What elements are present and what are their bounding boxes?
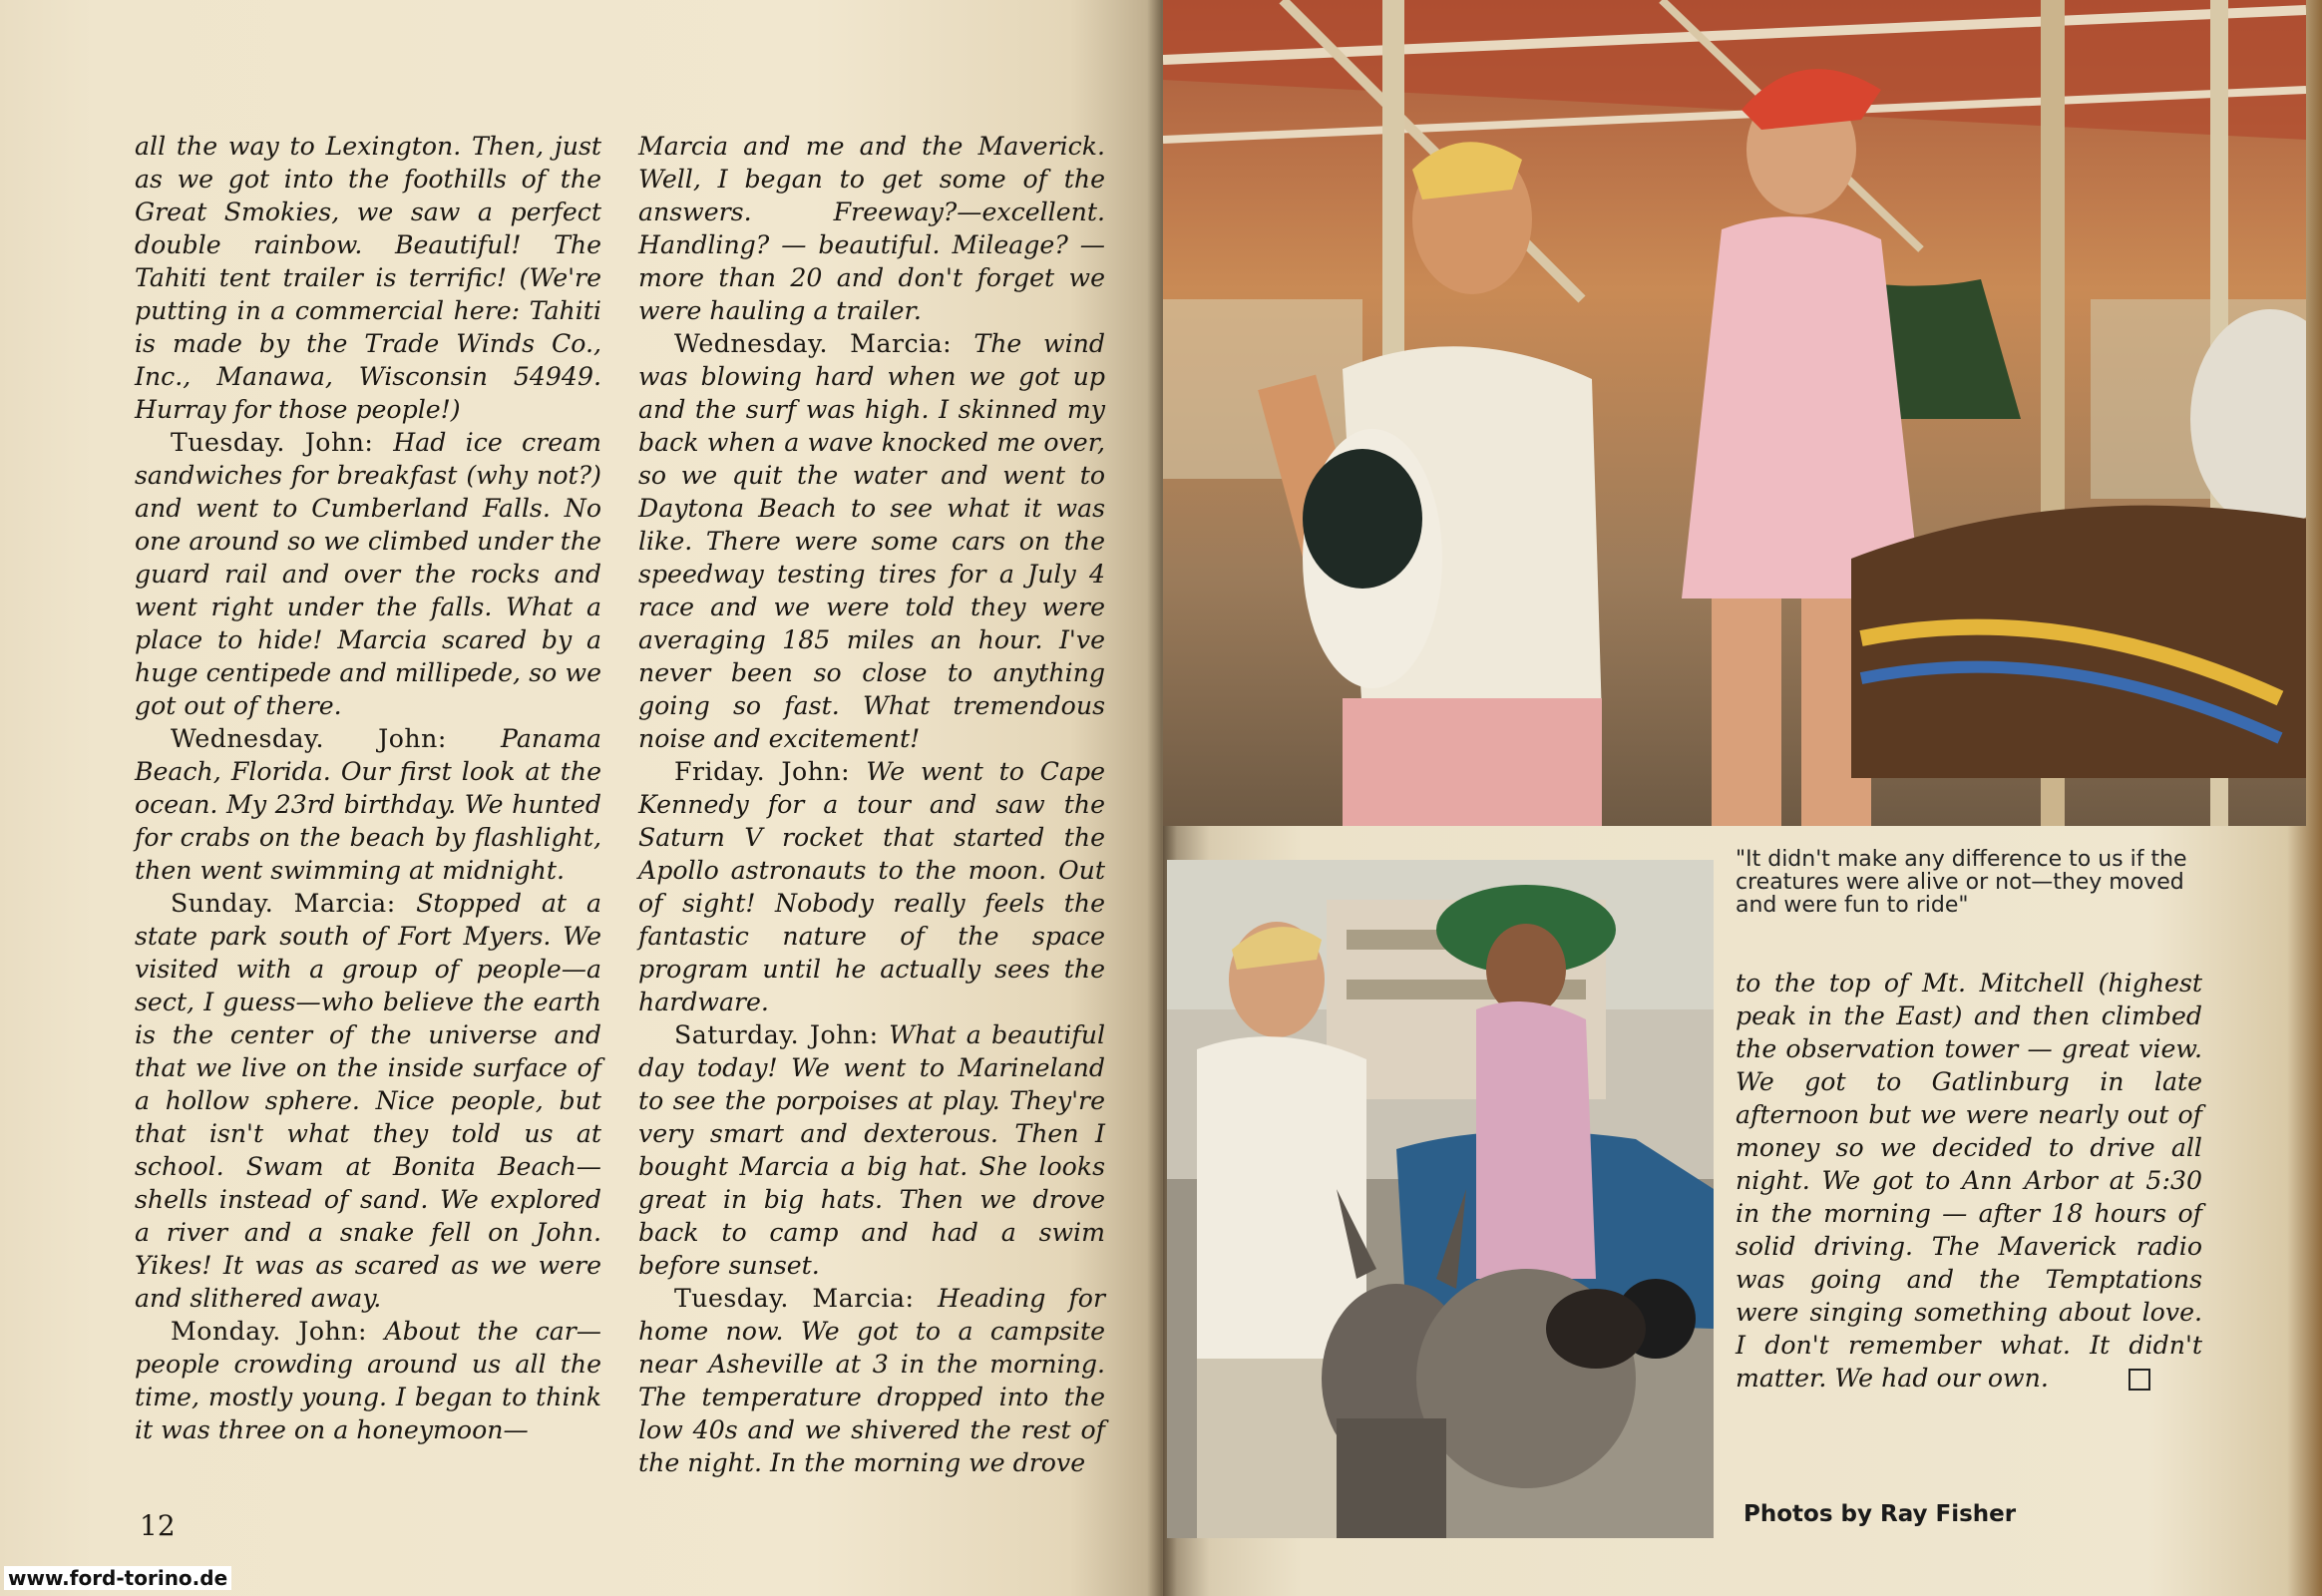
end-mark-icon xyxy=(2128,1369,2150,1391)
entry-lead: Wednesday. John: xyxy=(171,724,502,753)
entry-text: The wind was blowing hard when we got up and the surf was high. I skinned my back when a wave knocked me over, so we quit the water and went to Daytona Beach to see what it was like. There were some cars on the speedway testing tires for a July 4 race and we were told they were averaging 185 miles an hour. I've never been so close to anything going so fast. What tremendous noise and excitement! xyxy=(638,329,1105,753)
photo-credit: Photos by Ray Fisher xyxy=(1743,1501,2017,1527)
watermark: www.ford-torino.de xyxy=(4,1566,231,1590)
entry-lead: Monday. John: xyxy=(171,1317,385,1346)
paragraph xyxy=(638,327,1105,755)
entry-text: to the top of Mt. Mitchell (highest peak in the East) and then climbed the observation tower — great view. We got to Gatlinburg in late afternoon but we were nearly out of money so we decided to drive all night. We got to Ann Arbor at 5:30 in the morning — after 18 hours of solid driving. The Maverick radio was going and the Temptations were singing something about love. I don't remember what. It didn't matter. We had our own. xyxy=(1736,969,2202,1393)
entry-text: About the car—people crowding around us all the time, mostly young. I began to think it was three on a honeymoon— xyxy=(135,1317,601,1444)
text-column-1 xyxy=(135,130,601,1446)
paragraph xyxy=(638,1018,1105,1282)
entry-text: Heading for home now. We got to a campsite near Asheville at 3 in the morning. The temperature dropped into the low 40s and we shivered the rest of the night. In the morning we drove xyxy=(638,1284,1105,1477)
donkey-photo xyxy=(1167,860,1714,1538)
entry-lead: Sunday. Marcia: xyxy=(171,889,417,918)
entry-lead: Saturday. John: xyxy=(674,1020,890,1049)
entry-lead: Tuesday. Marcia: xyxy=(674,1284,938,1313)
paragraph xyxy=(638,755,1105,1018)
text-column-2 xyxy=(638,130,1105,1479)
paragraph: Marcia and me and the Maverick. Well, I began to get some of the answers. Freeway?—excellent. Handling? — beautiful. Mileage? — more than 20 and don't forget we were hauling a trailer. xyxy=(638,132,1105,325)
entry-lead: Tuesday. John: xyxy=(171,428,394,457)
page-number: 12 xyxy=(140,1509,176,1542)
paragraph xyxy=(135,887,601,1315)
entry-lead: Friday. John: xyxy=(674,757,867,786)
paragraph xyxy=(135,1315,601,1446)
paragraph xyxy=(135,426,601,722)
carousel-photo xyxy=(1163,0,2306,826)
paragraph xyxy=(135,722,601,887)
entry-text: What a beautiful day today! We went to Marineland to see the porpoises at play. They're very smart and dexterous. Then I bought Marcia a big hat. She looks great in big hats. Then we drove back to camp and had a swim before sunset. xyxy=(638,1020,1105,1280)
photo-caption: "It didn't make any difference to us if the creatures were alive or not—they moved and were fun to ride" xyxy=(1736,847,2187,918)
entry-text: Had ice cream sandwiches for breakfast (why not?) and went to Cumberland Falls. No one around so we climbed under the guard rail and over the rocks and went right under the falls. What a place to hide! Marcia scared by a huge centipede and millipede, so we got out of there. xyxy=(135,428,602,720)
paragraph: all the way to Lexington. Then, just as we got into the foothills of the Great Smokies, we saw a perfect double rainbow. Beautiful! The Tahiti tent trailer is terrific! (We're putting in a commercial here: Tahiti is made by the Trade Winds Co., Inc., Manawa, Wisconsin 54949. Hurray for those people!) xyxy=(135,132,601,424)
paragraph xyxy=(1736,967,2202,1395)
text-column-3 xyxy=(1736,967,2202,1395)
entry-text: We went to Cape Kennedy for a tour and saw the Saturn V rocket that started the Apollo astronauts to the moon. Out of sight! Nobody really feels the fantastic nature of the space program until he actually sees the hardware. xyxy=(638,757,1106,1016)
paragraph xyxy=(638,1282,1105,1479)
entry-text: Panama Beach, Florida. Our first look at the ocean. My 23rd birthday. We hunted for crabs on the beach by flashlight, then went swimming at midnight. xyxy=(135,724,601,885)
entry-lead: Wednesday. Marcia: xyxy=(674,329,974,358)
entry-text: Stopped at a state park south of Fort Myers. We visited with a group of people—a sect, I guess—who believe the earth is the center of the universe and that we live on the inside surface of a hollow sphere. Nice people, but that isn't what they told us at school. Swam at Bonita Beach—shells instead of sand. We explored a river and a snake fell on John. Yikes! It was as scared as we were and slithered away. xyxy=(135,889,601,1313)
